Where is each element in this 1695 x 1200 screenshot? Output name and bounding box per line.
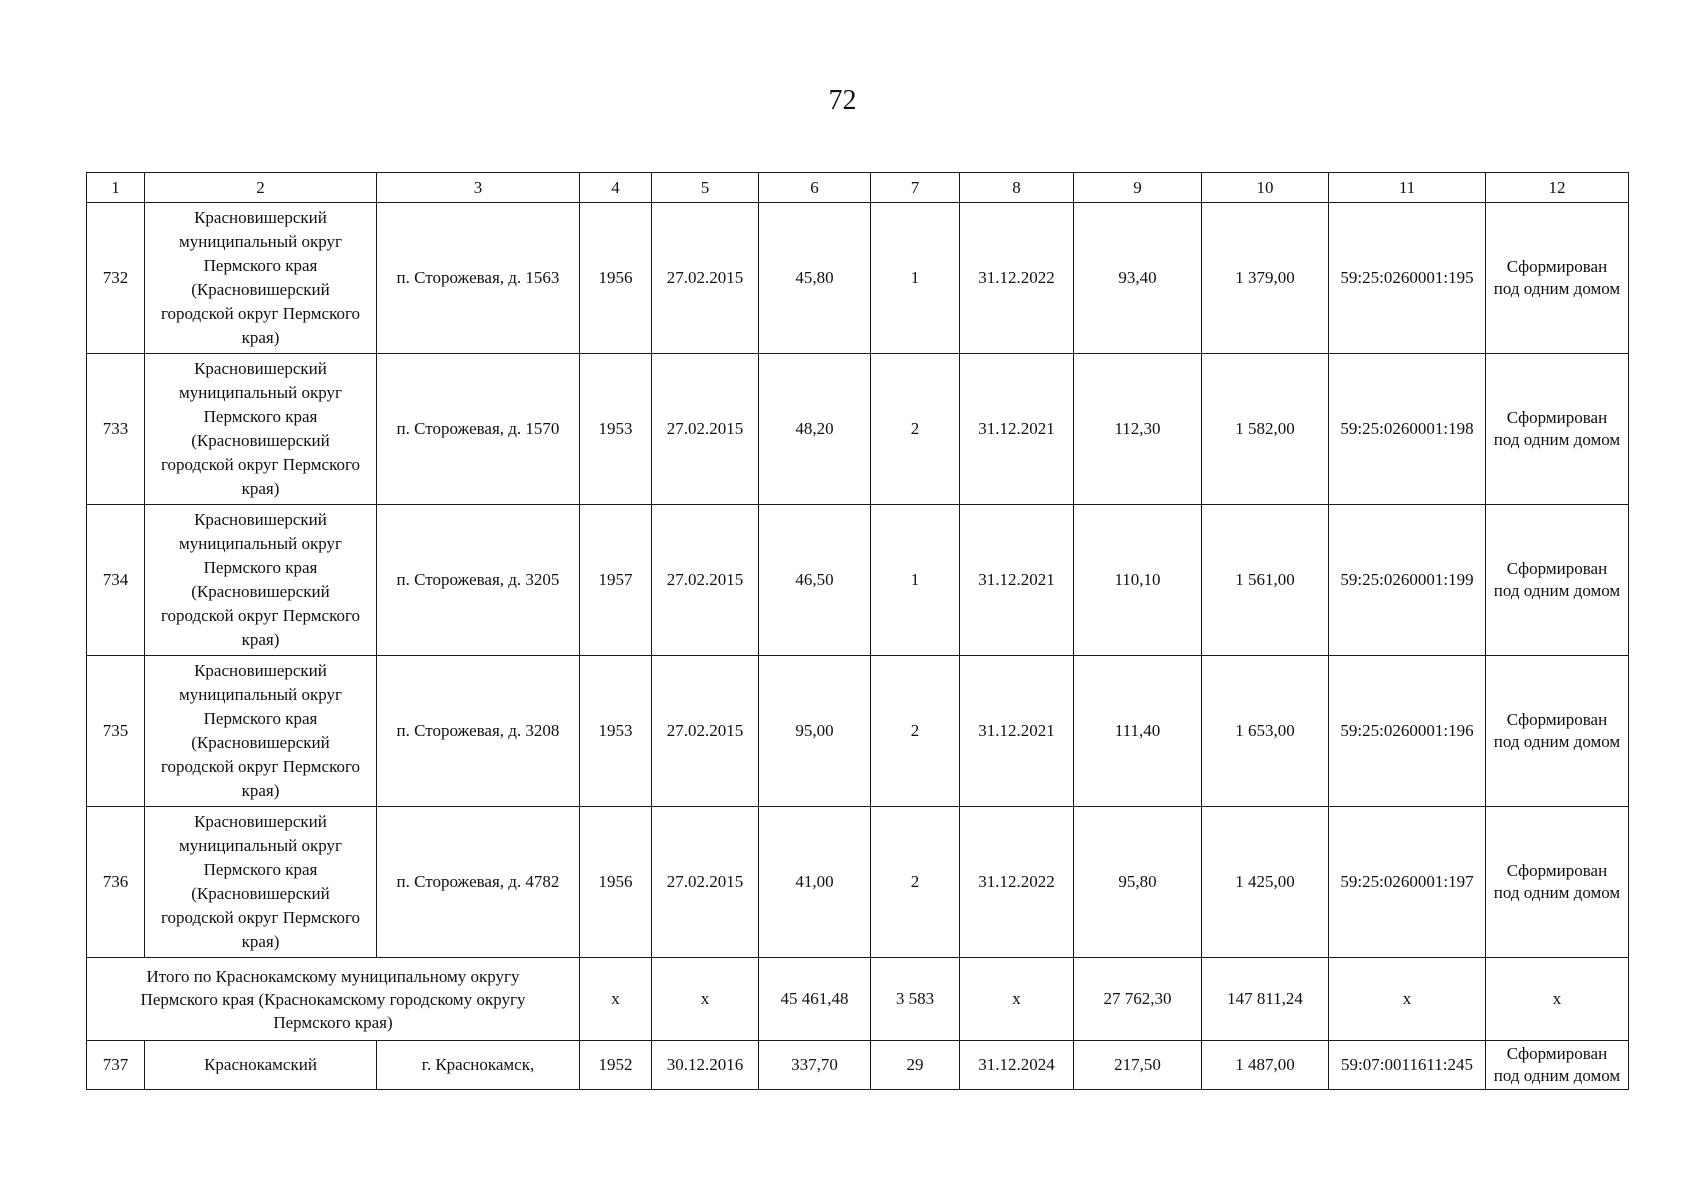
address-cell: п. Сторожевая, д. 3208: [377, 656, 580, 807]
year-cell: 1953: [580, 656, 652, 807]
table-row: [87, 1041, 1629, 1090]
deadline-cell: 31.12.2021: [960, 656, 1074, 807]
municipality-name-line: (Красновишерский: [191, 884, 330, 903]
area2-cell: 95,80: [1074, 807, 1202, 958]
municipality-name-line: Пермского края: [203, 558, 318, 577]
table-row: [87, 807, 1629, 958]
column-header: 2: [145, 173, 377, 203]
column-header: 9: [1074, 173, 1202, 203]
municipality-name-line: городской округ Пермского: [160, 606, 361, 625]
count-cell: 1: [871, 203, 960, 354]
municipality-name-line: (Красновишерский: [191, 431, 330, 450]
total-cell: х: [960, 958, 1074, 1041]
year-cell: 1956: [580, 203, 652, 354]
status-line: под одним домом: [1493, 430, 1621, 449]
municipality-name-line: Красновишерский: [194, 510, 327, 529]
row-number: 732: [87, 203, 145, 354]
column-number-row: [87, 173, 1629, 203]
municipality-name-line: муниципальный округ: [178, 534, 343, 553]
table-row: [87, 203, 1629, 354]
count-cell: 29: [871, 1041, 960, 1090]
address-cell: п. Сторожевая, д. 1570: [377, 354, 580, 505]
year-cell: 1956: [580, 807, 652, 958]
deadline-cell: 31.12.2022: [960, 203, 1074, 354]
status-line: под одним домом: [1493, 883, 1621, 902]
cadastral-cell: 59:25:0260001:198: [1329, 354, 1486, 505]
status-line: под одним домом: [1493, 1066, 1621, 1085]
total-row: [87, 958, 1629, 1041]
area-cell: 45,80: [759, 203, 871, 354]
municipality-name-line: Красновишерский: [194, 661, 327, 680]
status-line: Сформирован: [1506, 861, 1608, 880]
column-header: 6: [759, 173, 871, 203]
total-label: [87, 958, 580, 1041]
address-cell: п. Сторожевая, д. 3205: [377, 505, 580, 656]
address-cell: п. Сторожевая, д. 4782: [377, 807, 580, 958]
land-cell: 1 653,00: [1202, 656, 1329, 807]
land-cell: 1 561,00: [1202, 505, 1329, 656]
status-cell: [1486, 807, 1629, 958]
area-cell: 48,20: [759, 354, 871, 505]
municipality-name-line: Пермского края: [203, 256, 318, 275]
table-row: [87, 505, 1629, 656]
municipality-name-line: края): [241, 932, 280, 951]
year-cell: 1952: [580, 1041, 652, 1090]
row-number: 736: [87, 807, 145, 958]
count-cell: 1: [871, 505, 960, 656]
municipality-name: [145, 656, 377, 807]
total-cell: 45 461,48: [759, 958, 871, 1041]
total-label-line: Пермского края (Краснокамскому городскому округу: [140, 989, 526, 1009]
area2-cell: 93,40: [1074, 203, 1202, 354]
count-cell: 2: [871, 807, 960, 958]
total-cell: 3 583: [871, 958, 960, 1041]
cadastral-cell: 59:25:0260001:195: [1329, 203, 1486, 354]
land-cell: 1 425,00: [1202, 807, 1329, 958]
municipality-name-line: Пермского края: [203, 407, 318, 426]
cadastral-cell: 59:25:0260001:197: [1329, 807, 1486, 958]
cadastral-cell: 59:07:0011611:245: [1329, 1041, 1486, 1090]
land-cell: 1 582,00: [1202, 354, 1329, 505]
status-line: Сформирован: [1506, 408, 1608, 427]
date-cell: 27.02.2015: [652, 354, 759, 505]
column-header: 11: [1329, 173, 1486, 203]
municipality-name: [145, 807, 377, 958]
status-line: Сформирован: [1506, 710, 1608, 729]
municipality-name-line: Пермского края: [203, 709, 318, 728]
column-header: 5: [652, 173, 759, 203]
deadline-cell: 31.12.2024: [960, 1041, 1074, 1090]
municipality-name-line: городской округ Пермского: [160, 455, 361, 474]
column-header: 1: [87, 173, 145, 203]
municipality-name-line: (Красновишерский: [191, 582, 330, 601]
municipality-name-line: городской округ Пермского: [160, 757, 361, 776]
date-cell: 27.02.2015: [652, 807, 759, 958]
status-line: Сформирован: [1506, 257, 1608, 276]
land-cell: 1 487,00: [1202, 1041, 1329, 1090]
status-line: под одним домом: [1493, 581, 1621, 600]
housing-register-table: [86, 172, 1629, 1090]
row-number: 733: [87, 354, 145, 505]
municipality-name: [145, 354, 377, 505]
status-line: под одним домом: [1493, 279, 1621, 298]
municipality-name-line: муниципальный округ: [178, 232, 343, 251]
row-number: 737: [87, 1041, 145, 1090]
area-cell: 337,70: [759, 1041, 871, 1090]
area-cell: 95,00: [759, 656, 871, 807]
table-row: [87, 656, 1629, 807]
area2-cell: 112,30: [1074, 354, 1202, 505]
total-cell: х: [1486, 958, 1629, 1041]
status-line: Сформирован: [1506, 1044, 1608, 1063]
address-cell: г. Краснокамск,: [377, 1041, 580, 1090]
municipality-name-line: Пермского края: [203, 860, 318, 879]
municipality-name: [145, 203, 377, 354]
year-cell: 1953: [580, 354, 652, 505]
municipality-name-line: (Красновишерский: [191, 280, 330, 299]
municipality-name-line: (Красновишерский: [191, 733, 330, 752]
count-cell: 2: [871, 354, 960, 505]
municipality-name-line: городской округ Пермского: [160, 304, 361, 323]
municipality-name: [145, 505, 377, 656]
total-cell: х: [652, 958, 759, 1041]
total-label-line: Пермского края): [273, 1012, 393, 1032]
area2-cell: 111,40: [1074, 656, 1202, 807]
date-cell: 27.02.2015: [652, 203, 759, 354]
column-header: 10: [1202, 173, 1329, 203]
area2-cell: 217,50: [1074, 1041, 1202, 1090]
table-body: [87, 203, 1629, 1090]
status-cell: [1486, 354, 1629, 505]
status-cell: [1486, 203, 1629, 354]
cadastral-cell: 59:25:0260001:196: [1329, 656, 1486, 807]
column-header: 4: [580, 173, 652, 203]
municipality-name-line: Красновишерский: [194, 812, 327, 831]
row-number: 734: [87, 505, 145, 656]
date-cell: 30.12.2016: [652, 1041, 759, 1090]
total-cell: 147 811,24: [1202, 958, 1329, 1041]
status-cell: [1486, 1041, 1629, 1090]
total-cell: 27 762,30: [1074, 958, 1202, 1041]
status-cell: [1486, 505, 1629, 656]
column-header: 12: [1486, 173, 1629, 203]
municipality-name-line: муниципальный округ: [178, 383, 343, 402]
total-cell: х: [1329, 958, 1486, 1041]
deadline-cell: 31.12.2022: [960, 807, 1074, 958]
column-header: 8: [960, 173, 1074, 203]
municipality-name-line: края): [241, 328, 280, 347]
area-cell: 41,00: [759, 807, 871, 958]
land-cell: 1 379,00: [1202, 203, 1329, 354]
date-cell: 27.02.2015: [652, 656, 759, 807]
status-line: Сформирован: [1506, 559, 1608, 578]
address-cell: п. Сторожевая, д. 1563: [377, 203, 580, 354]
total-cell: х: [580, 958, 652, 1041]
municipality-name-line: муниципальный округ: [178, 685, 343, 704]
municipality-name-line: края): [241, 630, 280, 649]
municipality-name-line: Красновишерский: [194, 208, 327, 227]
status-line: под одним домом: [1493, 732, 1621, 751]
municipality-name-line: края): [241, 479, 280, 498]
row-number: 735: [87, 656, 145, 807]
column-header: 3: [377, 173, 580, 203]
municipality-name: Краснокамский: [145, 1041, 377, 1090]
municipality-name-line: Красновишерский: [194, 359, 327, 378]
count-cell: 2: [871, 656, 960, 807]
status-cell: [1486, 656, 1629, 807]
municipality-name-line: муниципальный округ: [178, 836, 343, 855]
cadastral-cell: 59:25:0260001:199: [1329, 505, 1486, 656]
deadline-cell: 31.12.2021: [960, 505, 1074, 656]
deadline-cell: 31.12.2021: [960, 354, 1074, 505]
table-row: [87, 354, 1629, 505]
municipality-name-line: городской округ Пермского: [160, 908, 361, 927]
area-cell: 46,50: [759, 505, 871, 656]
date-cell: 27.02.2015: [652, 505, 759, 656]
total-label-line: Итого по Краснокамскому муниципальному округу: [146, 966, 520, 986]
column-header: 7: [871, 173, 960, 203]
page-number: 72: [828, 85, 857, 116]
year-cell: 1957: [580, 505, 652, 656]
municipality-name-line: края): [241, 781, 280, 800]
area2-cell: 110,10: [1074, 505, 1202, 656]
